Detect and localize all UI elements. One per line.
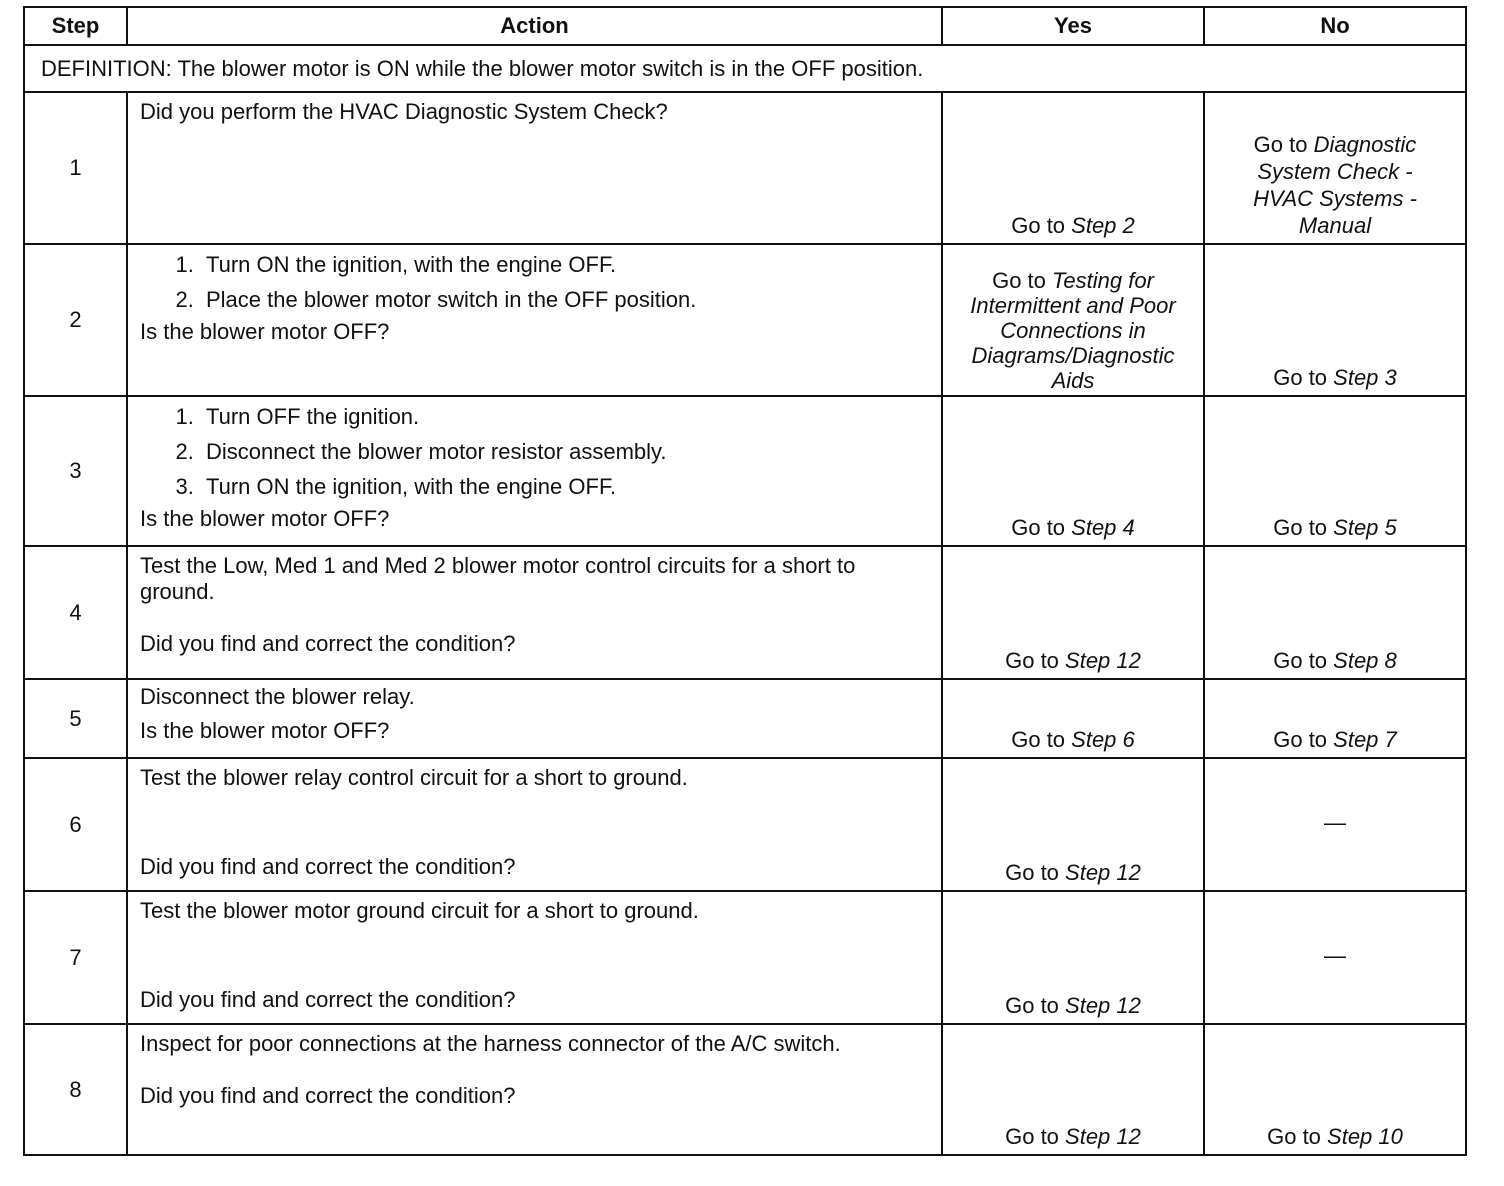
yes-link-line[interactable]: Aids — [1051, 368, 1095, 393]
action-cell — [127, 758, 942, 891]
yes-cell — [942, 891, 1204, 1024]
no-link[interactable]: Step 7 — [1333, 727, 1397, 752]
goto-label: Go to — [1273, 648, 1334, 673]
goto-label: Go to — [1253, 132, 1314, 157]
goto-label: Go to — [1267, 1124, 1328, 1149]
table-row — [24, 891, 1466, 1024]
yes-link[interactable]: Step 12 — [1065, 993, 1141, 1018]
yes-cell — [942, 758, 1204, 891]
action-steps-list — [140, 247, 931, 317]
action-question: Is the blower motor OFF? — [140, 319, 390, 344]
header-step: Step — [24, 7, 127, 45]
action-text: Did you perform the HVAC Diagnostic System Check? — [140, 99, 668, 124]
step-number: 1 — [24, 92, 127, 244]
action-question: Did you find and correct the condition? — [140, 1083, 516, 1108]
table-row — [24, 92, 1466, 244]
no-link[interactable]: Step 10 — [1327, 1124, 1403, 1149]
yes-link[interactable]: Step 12 — [1065, 860, 1141, 885]
action-text: Inspect for poor connections at the harness connector of the A/C switch. — [140, 1031, 841, 1056]
goto-label: Go to — [1273, 515, 1334, 540]
step-number: 3 — [24, 396, 127, 546]
header-yes: Yes — [942, 7, 1204, 45]
diagnostic-table — [23, 6, 1467, 1156]
action-cell — [127, 679, 942, 758]
definition-row — [24, 45, 1466, 92]
goto-label: Go to — [1005, 860, 1066, 885]
no-link[interactable]: Step 8 — [1333, 648, 1397, 673]
yes-link[interactable]: Step 2 — [1071, 213, 1135, 238]
list-item: 3. Turn ON the ignition, with the engine OFF. — [200, 469, 931, 504]
yes-link-line[interactable]: Diagrams/Diagnostic — [971, 343, 1175, 368]
header-no: No — [1204, 7, 1466, 45]
action-text: Disconnect the blower relay. — [140, 684, 415, 709]
goto-label: Go to — [1005, 993, 1066, 1018]
no-cell — [1204, 546, 1466, 679]
no-link-line[interactable]: Diagnostic — [1313, 132, 1417, 157]
yes-link-line[interactable]: Testing for — [1052, 268, 1154, 293]
table-row — [24, 244, 1466, 396]
yes-link[interactable]: Step 6 — [1071, 727, 1135, 752]
list-item: 2. Place the blower motor switch in the OFF position. — [200, 282, 931, 317]
table-row — [24, 396, 1466, 546]
table-row — [24, 679, 1466, 758]
action-steps-list — [140, 399, 931, 504]
no-cell — [1204, 1024, 1466, 1155]
no-dash: — — [1324, 942, 1346, 968]
header-action: Action — [127, 7, 942, 45]
action-question: Did you find and correct the condition? — [140, 854, 516, 879]
no-link[interactable]: Step 5 — [1333, 515, 1397, 540]
action-text: Test the Low, Med 1 and Med 2 blower motor control circuits for a short to ground. — [140, 553, 856, 604]
action-cell — [127, 546, 942, 679]
goto-label: Go to — [1273, 365, 1334, 390]
yes-link[interactable]: Step 12 — [1065, 1124, 1141, 1149]
no-cell — [1204, 679, 1466, 758]
yes-link[interactable]: Step 12 — [1065, 648, 1141, 673]
action-cell — [127, 891, 942, 1024]
yes-cell — [942, 546, 1204, 679]
goto-label: Go to — [1273, 727, 1334, 752]
yes-link-line[interactable]: Connections in — [1000, 318, 1146, 343]
goto-label: Go to — [1011, 727, 1072, 752]
list-item: 2. Disconnect the blower motor resistor assembly. — [200, 434, 931, 469]
step-number: 7 — [24, 891, 127, 1024]
table-row — [24, 546, 1466, 679]
yes-cell — [942, 1024, 1204, 1155]
step-number: 6 — [24, 758, 127, 891]
step-number: 8 — [24, 1024, 127, 1155]
action-question: Is the blower motor OFF? — [140, 506, 390, 531]
yes-link-line[interactable]: Intermittent and Poor — [970, 293, 1176, 318]
definition-text: DEFINITION: The blower motor is ON while the blower motor switch is in the OFF position. — [24, 45, 1466, 92]
action-question: Is the blower motor OFF? — [140, 718, 390, 743]
list-item: 1. Turn ON the ignition, with the engine OFF. — [200, 247, 931, 282]
no-cell — [1204, 396, 1466, 546]
yes-cell — [942, 92, 1204, 244]
no-link-line[interactable]: HVAC Systems - — [1253, 186, 1417, 211]
header-row — [24, 7, 1466, 45]
table-row — [24, 1024, 1466, 1155]
no-cell — [1204, 891, 1466, 1024]
yes-cell — [942, 679, 1204, 758]
action-text: Test the blower relay control circuit for a short to ground. — [140, 765, 688, 790]
list-item: 1. Turn OFF the ignition. — [200, 399, 931, 434]
yes-cell — [942, 396, 1204, 546]
action-cell — [127, 396, 942, 546]
no-link-line[interactable]: Manual — [1298, 213, 1372, 238]
step-number: 4 — [24, 546, 127, 679]
step-number: 2 — [24, 244, 127, 396]
action-question: Did you find and correct the condition? — [140, 987, 516, 1012]
step-number: 5 — [24, 679, 127, 758]
yes-cell — [942, 244, 1204, 396]
no-dash: — — [1324, 809, 1346, 835]
goto-label: Go to — [992, 268, 1052, 293]
action-cell — [127, 1024, 942, 1155]
no-cell — [1204, 758, 1466, 891]
yes-link[interactable]: Step 4 — [1071, 515, 1135, 540]
goto-label: Go to — [1011, 213, 1072, 238]
action-cell — [127, 244, 942, 396]
no-cell — [1204, 244, 1466, 396]
action-text: Test the blower motor ground circuit for a short to ground. — [140, 898, 699, 923]
goto-label: Go to — [1005, 648, 1066, 673]
no-link-line[interactable]: System Check - — [1257, 159, 1413, 184]
action-cell — [127, 92, 942, 244]
action-question: Did you find and correct the condition? — [140, 631, 516, 656]
goto-label: Go to — [1011, 515, 1072, 540]
table-row — [24, 758, 1466, 891]
no-cell — [1204, 92, 1466, 244]
goto-label: Go to — [1005, 1124, 1066, 1149]
no-link[interactable]: Step 3 — [1333, 365, 1397, 390]
